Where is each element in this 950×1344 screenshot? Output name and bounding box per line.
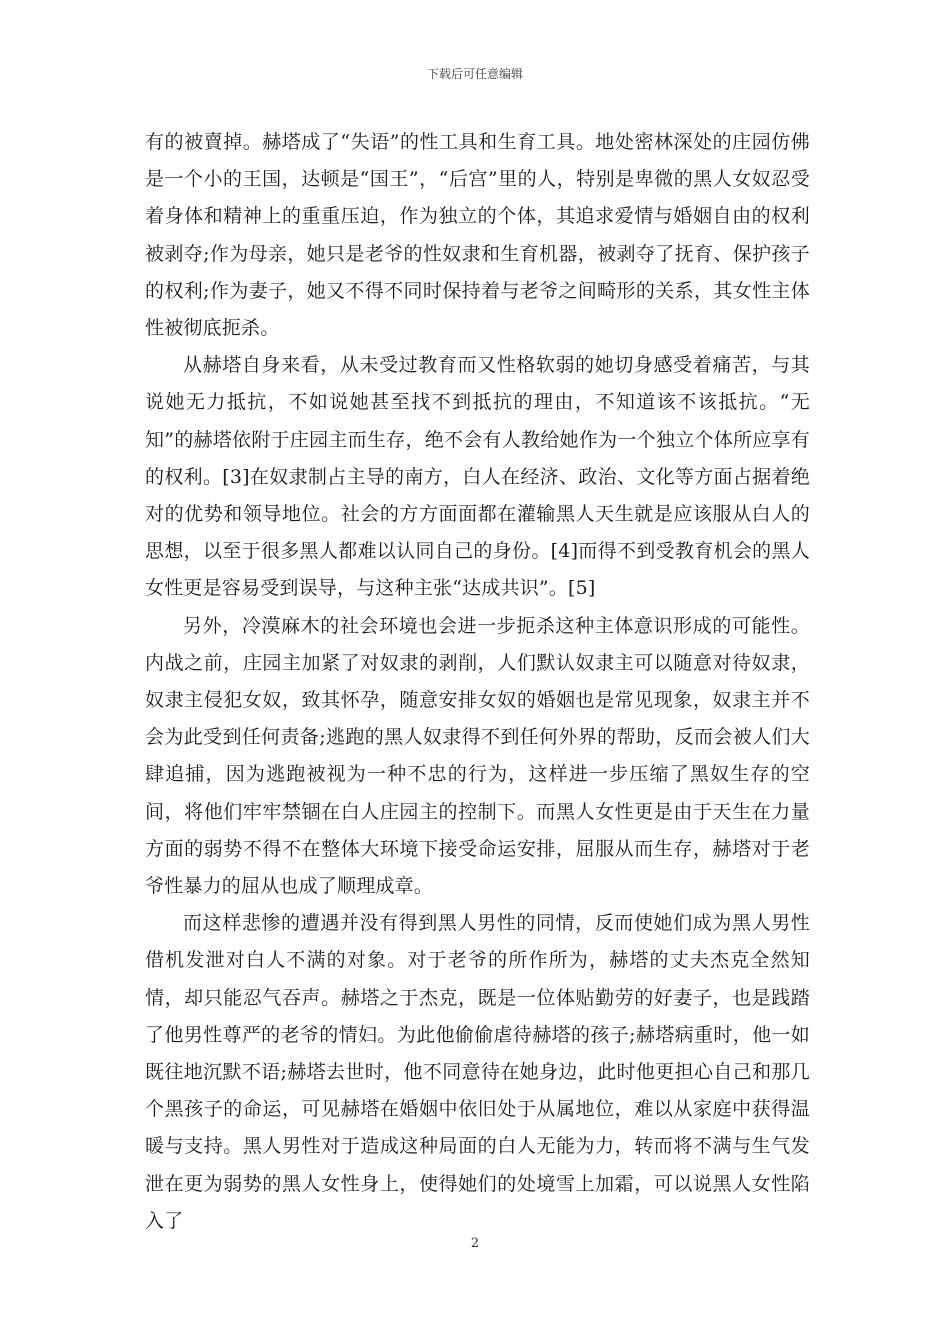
page-header: 下载后可任意编辑 — [426, 67, 523, 81]
page-number: 2 — [470, 1236, 480, 1251]
paragraph: 从赫塔自身来看，从未受过教育而又性格软弱的她切身感受着痛苦，与其说她无力抵抗，不如说她甚至找不到抵抗的理由，不知道该不该抵抗。“无知”的赫塔依附于庄园主而生存，绝不会有人教给她作为一个独立个体所应享有的权利。[3]在奴隶制占主导的南方，白人在经济、政治、文化等方面占据着绝对的优势和领导地位。社会的方方面面都在灌输黑人天生就是应该服从白人的思想，以至于很多黑人都难以认同自己的身份。[4]而得不到受教育机会的黑人女性更是容易受到误导，与这种主张“达成共识”。[5] — [145, 354, 810, 600]
body-text — [145, 124, 810, 1240]
paragraph: 而这样悲惨的遭遇并没有得到黑人男性的同情，反而使她们成为黑人男性借机发泄对白人不满的对象。对于老爷的所作所为，赫塔的丈夫杰克全然知情，却只能忍气吞声。赫塔之于杰克，既是一位体贴勤劳的好妻子，也是践踏了他男性尊严的老爷的情妇。为此他偷偷虐待赫塔的孩子;赫塔病重时，他一如既往地沉默不语;赫塔去世时，他不同意待在她身边，此时他更担心自己和那几个黑孩子的命运，可见赫塔在婚姻中依旧处于从属地位，难以从家庭中获得温暖与支持。黑人男性对于造成这种局面的白人无能为力，转而将不满与生气发泄在更为弱势的黑人女性身上，使得她们的处境雪上加霜，可以说黑人女性陷入了 — [145, 912, 810, 1232]
paragraph: 另外，冷漠麻木的社会环境也会进一步扼杀这种主体意识形成的可能性。内战之前，庄园主加紧了对奴隶的剥削，人们默认奴隶主可以随意对待奴隶，奴隶主侵犯女奴，致其怀孕，随意安排女奴的婚姻也是常见现象，奴隶主并不会为此受到任何责备;逃跑的黑人奴隶得不到任何外界的帮助，反而会被人们大肆追捕，因为逃跑被视为一种不忠的行为，这样进一步压缩了黑奴生存的空间，将他们牢牢禁锢在白人庄园主的控制下。而黑人女性更是由于天生在力量方面的弱势不得不在整体大环境下接受命运安排，屈服从而生存，赫塔对于老爷性暴力的屈从也成了顺理成章。 — [145, 614, 810, 898]
paragraph-continuation: 有的被賣掉。赫塔成了“失语”的性工具和生育工具。地处密林深处的庄园仿佛是一个小的王国，达顿是“国王”，“后宫”里的人，特别是卑微的黑人女奴忍受着身体和精神上的重重压迫，作为独立的个体，其追求爱情与婚姻自由的权利被剥夺;作为母亲，她只是老爷的性奴隶和生育机器，被剥夺了抚育、保护孩子的权利;作为妻子，她又不得不同时保持着与老爷之间畸形的关系，其女性主体性被彻底扼杀。 — [145, 131, 810, 340]
